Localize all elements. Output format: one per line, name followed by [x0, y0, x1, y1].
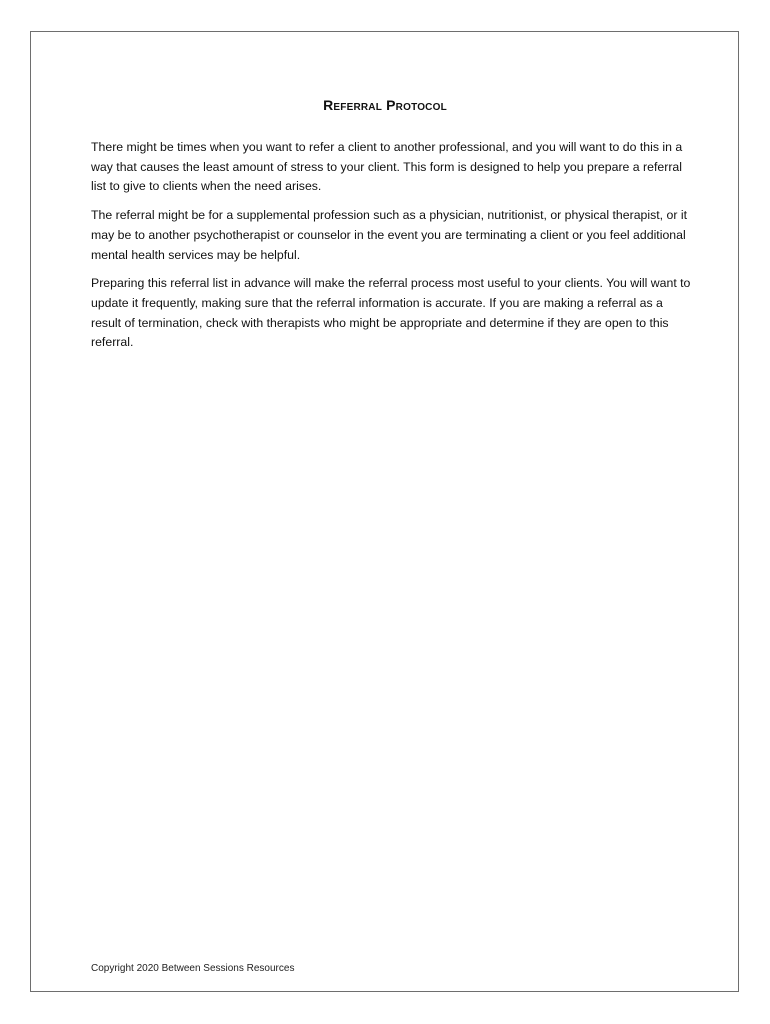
paragraph-intro: There might be times when you want to refer a client to another professional, and you will want to do this in a way that causes the least amount of stress to your client. This form is designed to help you prepare a referral list to give to clients when the need arises.: [91, 140, 683, 194]
document-body: [91, 138, 691, 362]
paragraph-referral-types: The referral might be for a supplemental profession such as a physician, nutritionist, or physical therapist, or it may be to another psychotherapist or counselor in the event you are terminating a client or you feel additional mental health services may be helpful.: [91, 208, 688, 262]
page-title: Referral Protocol: [323, 97, 447, 113]
paragraph-preparation: Preparing this referral list in advance will make the referral process most useful to your clients. You will want to update it frequently, making sure that the referral information is accurate. If you are making a referral as a result of termination, check with therapists who might be appropriate and determine if they are open to this referral.: [91, 276, 691, 350]
copyright-footer: Copyright 2020 Between Sessions Resources: [91, 963, 295, 974]
